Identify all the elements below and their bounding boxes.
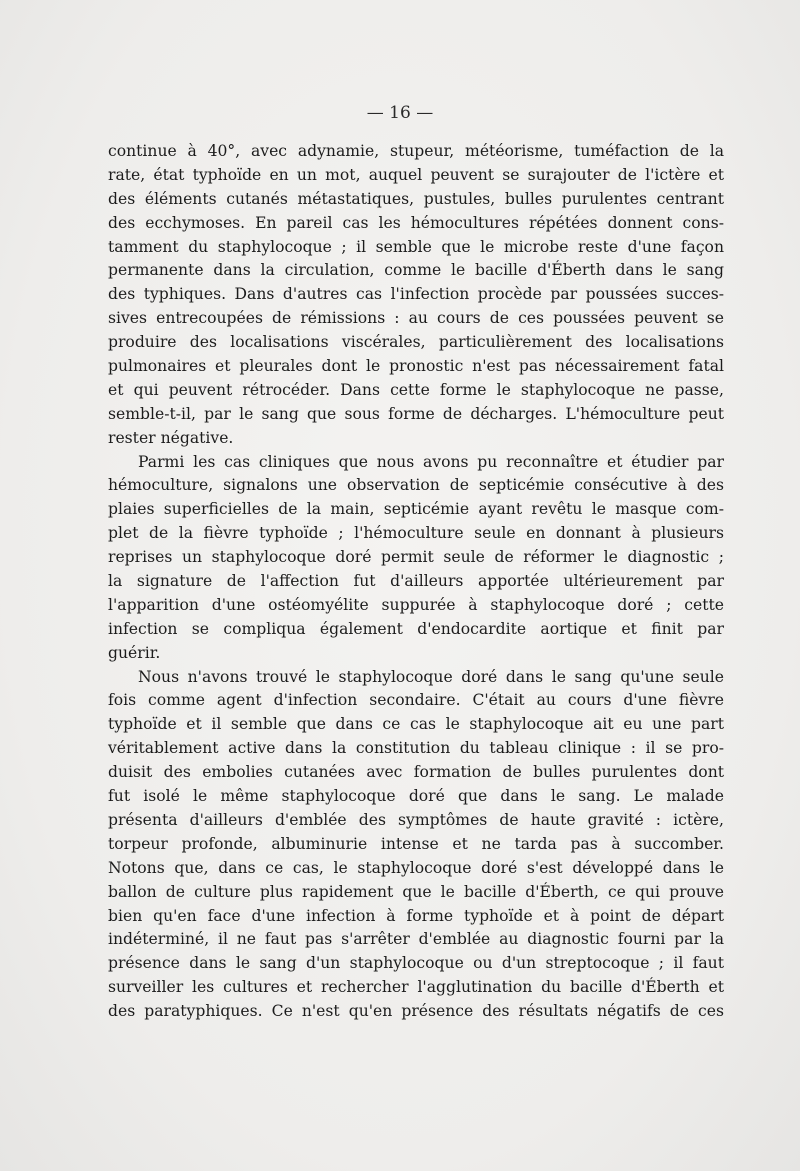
text-line: infection se compliqua également d'endocardite aortique et finit par [108, 619, 724, 638]
text-line: produire des localisations viscérales, particulièrement des localisations [108, 333, 724, 352]
text-line: rate, état typhoïde en un mot, auquel peuvent se surajouter de l'ictère et [108, 165, 724, 184]
text-line: présence dans le sang d'un staphylocoque ou d'un streptocoque ; il faut [108, 954, 724, 973]
text-line: présenta d'ailleurs d'emblée des symptômes de haute gravité : ictère, [108, 810, 724, 829]
text-line: duisit des embolies cutanées avec formation de bulles purulentes dont [108, 763, 724, 782]
text-line: des éléments cutanés métastatiques, pustules, bulles purulentes centrant [108, 189, 724, 208]
text-line: la signature de l'affection fut d'ailleurs apportée ultérieurement par [108, 572, 724, 591]
text-line: sives entrecoupées de rémissions : au cours de ces poussées peuvent se [108, 309, 724, 328]
page-number: — 16 — [366, 103, 434, 123]
text-line: semble-t-il, par le sang que sous forme de décharges. L'hémoculture peut [108, 404, 724, 423]
text-line: pulmonaires et pleurales dont le pronostic n'est pas nécessairement fatal [108, 357, 724, 376]
text-line: des ecchymoses. En pareil cas les hémocultures répétées donnent cons- [108, 213, 724, 232]
text-line: ballon de culture plus rapidement que le bacille d'Éberth, ce qui prouve [108, 882, 724, 901]
text-line: fut isolé le même staphylocoque doré que dans le sang. Le malade [108, 787, 724, 806]
text-line: plet de la fièvre typhoïde ; l'hémoculture seule en donnant à plusieurs [108, 524, 724, 543]
text-line: rester négative. [108, 428, 234, 447]
paragraph-3 [108, 666, 724, 1024]
text-line: surveiller les cultures et rechercher l'agglutination du bacille d'Éberth et [108, 978, 724, 997]
text-line: reprises un staphylocoque doré permit seule de réformer le diagnostic ; [108, 548, 724, 567]
text-line: indéterminé, il ne faut pas s'arrêter d'emblée au diagnostic fourni par la [108, 930, 724, 949]
text-line: bien qu'en face d'une infection à forme typhoïde et à point de départ [108, 906, 724, 925]
text-line: typhoïde et il semble que dans ce cas le staphylocoque ait eu une part [108, 715, 724, 734]
text-line: plaies superficielles de la main, septicémie ayant revêtu le masque com- [108, 500, 724, 519]
text-line: Notons que, dans ce cas, le staphylocoque doré s'est développé dans le [108, 858, 724, 877]
text-line: guérir. [108, 643, 161, 662]
text-line: des typhiques. Dans d'autres cas l'infection procède par poussées succes- [108, 285, 724, 304]
paragraph-1 [108, 140, 724, 451]
text-line: continue à 40°, avec adynamie, stupeur, météorisme, tuméfaction de la [108, 142, 724, 160]
text-line: Parmi les cas cliniques que nous avons pu reconnaître et étudier par [138, 452, 724, 471]
text-line: torpeur profonde, albuminurie intense et ne tarda pas à succomber. [108, 834, 724, 853]
text-line: l'apparition d'une ostéomyélite suppurée à staphylocoque doré ; cette [108, 595, 724, 614]
text-line: permanente dans la circulation, comme le bacille d'Éberth dans le sang [108, 261, 724, 280]
paragraph-2 [108, 451, 724, 666]
text-line: véritablement active dans la constitution du tableau clinique : il se pro- [108, 739, 724, 758]
body-text [108, 140, 724, 1024]
text-line: fois comme agent d'infection secondaire. C'était au cours d'une fièvre [108, 691, 724, 710]
text-line: hémoculture, signalons une observation de septicémie consécutive à des [108, 476, 724, 495]
text-line: et qui peuvent rétrocéder. Dans cette forme le staphylocoque ne passe, [108, 380, 724, 399]
text-line: tamment du staphylocoque ; il semble que le microbe reste d'une façon [108, 237, 724, 256]
text-line: Nous n'avons trouvé le staphylocoque doré dans le sang qu'une seule [138, 667, 724, 686]
text-line: des paratyphiques. Ce n'est qu'en présence des résultats négatifs de ces [108, 1002, 724, 1021]
